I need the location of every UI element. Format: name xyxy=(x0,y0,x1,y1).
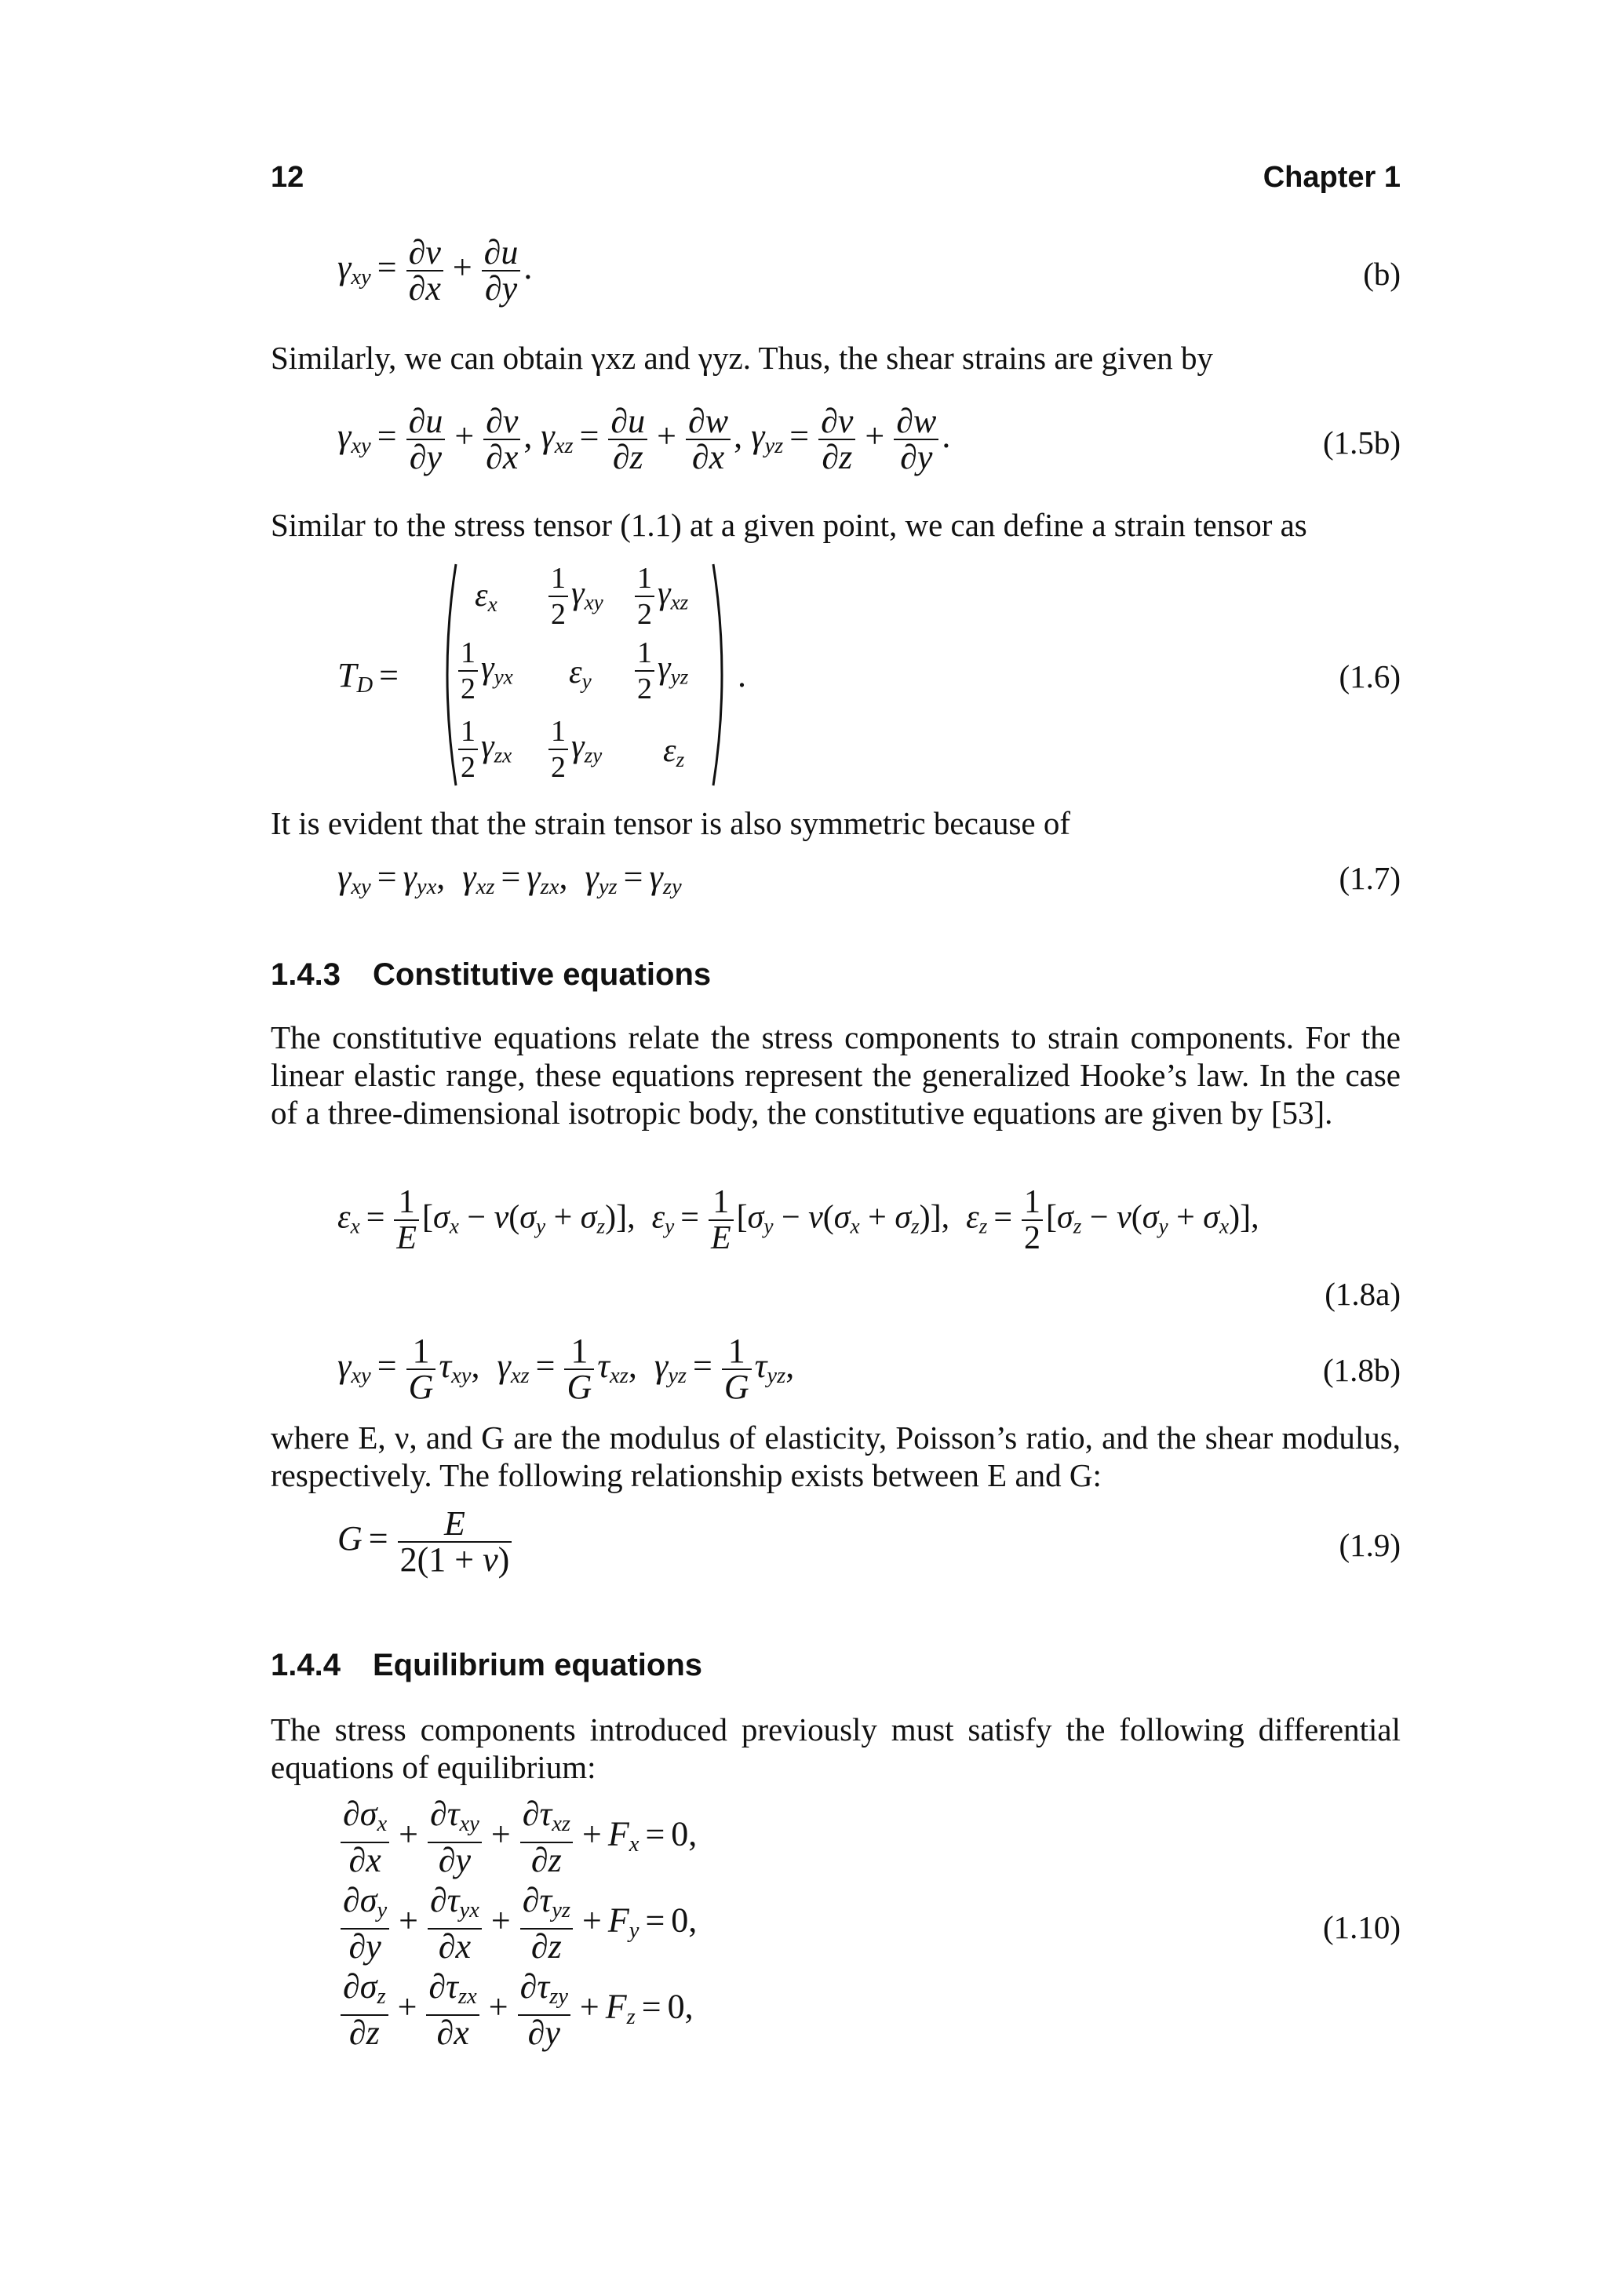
strain-tensor-matrix: $\varepsilon_x$ $\frac{1}{2}$ $\gamma_{xy}$ $\frac{1}{2}$ $\gamma_{xz}$ $\frac{1}{2}$ $\gamma_{yx}$ $\varepsilon_y$ $\frac{1}{2}$ $\gamma_{yz}$ $\frac{1}{2}$ $\gamma_{zx}$ $\frac{1}{2}$ $\gamma_{zy}$ $\varepsilon_z$ xyxy=(439,561,738,789)
equation-1-8a: $\varepsilon_x$ = $\frac{1}{E}$ $[\sigma_x - \nu(\sigma_y + \sigma_z)]$, $\varepsilon_y$ = $\frac{1}{E}$ $[\sigma_y - \nu(\sigma_x + \sigma_z)]$, $\varepsilon_z$ = $\frac{1}{2}$ $[\sigma_z - \nu(\sigma_y + \sigma_x)]$, xyxy=(337,1184,1259,1256)
chapter-title: Chapter 1 xyxy=(1263,161,1401,194)
equation-1-7: $\gamma_{xy} = \gamma_{yx}$, $\gamma_{xz} = \gamma_{zx}$, $\gamma_{yz} = \gamma_{zy}$ xyxy=(337,858,682,900)
equation-number: (b) xyxy=(1363,256,1401,292)
paragraph: where E, ν, and G are the modulus of elasticity, Poisson’s ratio, and the shear modulus, respectively. The following relationship exists between E and G: xyxy=(271,1420,1401,1493)
page-number: 12 xyxy=(271,161,304,194)
equation-number: (1.7) xyxy=(1339,860,1401,896)
equation-1-8b: $\gamma_{xy}$ = $\frac{1}{G}$ $\tau_{xy}$, $\gamma_{xz}$ = $\frac{1}{G}$ $\tau_{xz}$, $\gamma_{yz}$ = $\frac{1}{G}$ $\tau_{yz}$, xyxy=(337,1332,795,1406)
paragraph: The stress components introduced previously must satisfy the following differential equations of equilibrium: xyxy=(271,1711,1401,1785)
equation-number: (1.5b) xyxy=(1322,425,1401,461)
equation-1-10-row-2: $\frac{\partial\sigma_y}{\partial y}$ + $\partial\tau_{yx}$ ∂x + $\partial\tau_{yz}$ ∂z + $F_y = 0$, xyxy=(337,1883,697,1964)
equation-1-9: G = $\frac{E}{2(1 + \nu)}$ xyxy=(337,1507,515,1577)
section-title: Equilibrium equations xyxy=(373,1648,703,1682)
equation-number: (1.6) xyxy=(1339,658,1401,694)
section-number: 1.4.4 xyxy=(271,1648,341,1682)
equation-1-5b: $\gamma_{xy}$ = $\frac{\partial u}{\partial y}$ + $\frac{\partial v}{\partial x}$ , $\gamma_{xz}$ = $\frac{\partial u}{\partial z}$ + $\frac{\partial w}{\partial x}$ , $\gamma_{yz}$ = $\frac{\partial v}{\partial z}$ + $\frac{\partial w}{\partial y}$ . xyxy=(337,402,951,476)
equation-1-10-row-3: $\frac{\partial\sigma_z}{\partial z}$ + $\partial\tau_{zx}$ ∂x + $\partial\tau_{zy}$ ∂y + $F_z = 0$, xyxy=(337,1970,694,2050)
equation-number: (1.8b) xyxy=(1322,1352,1401,1388)
section-heading xyxy=(271,957,711,993)
equation-number: (1.9) xyxy=(1339,1527,1401,1563)
equation-period: . xyxy=(738,656,746,694)
paragraph: Similarly, we can obtain γxz and γyz. Thus, the shear strains are given by xyxy=(271,340,1213,376)
equation-1-6-lhs: $T_D$ = xyxy=(337,656,399,698)
section-heading xyxy=(271,1648,702,1683)
equation-number: (1.10) xyxy=(1322,1909,1401,1945)
section-title: Constitutive equations xyxy=(373,957,712,992)
section-number: 1.4.3 xyxy=(271,957,341,992)
equation-b: $\gamma_{xy}$ = $\frac{\partial v}{\partial x}$ + $\frac{\partial u}{\partial y}$ . xyxy=(337,233,533,308)
equation-number: (1.8a) xyxy=(1325,1276,1401,1312)
page-header xyxy=(271,161,1401,200)
equation-1-10-row-1: $\frac{\partial\sigma_x}{\partial x}$ + $\partial\tau_{xy}$ ∂y + $\partial\tau_{xz}$ ∂z + $F_x = 0$, xyxy=(337,1797,697,1878)
paragraph: Similar to the stress tensor (1.1) at a given point, we can define a strain tensor as xyxy=(271,507,1307,543)
paragraph: The constitutive equations relate the stress components to strain components. For the linear elastic range, these equations represent the generalized Hooke’s law. In the case of a three-dimensional isotropic body, the constitutive equations are given by [53]. xyxy=(271,1019,1401,1131)
paragraph: It is evident that the strain tensor is also symmetric because of xyxy=(271,805,1071,841)
